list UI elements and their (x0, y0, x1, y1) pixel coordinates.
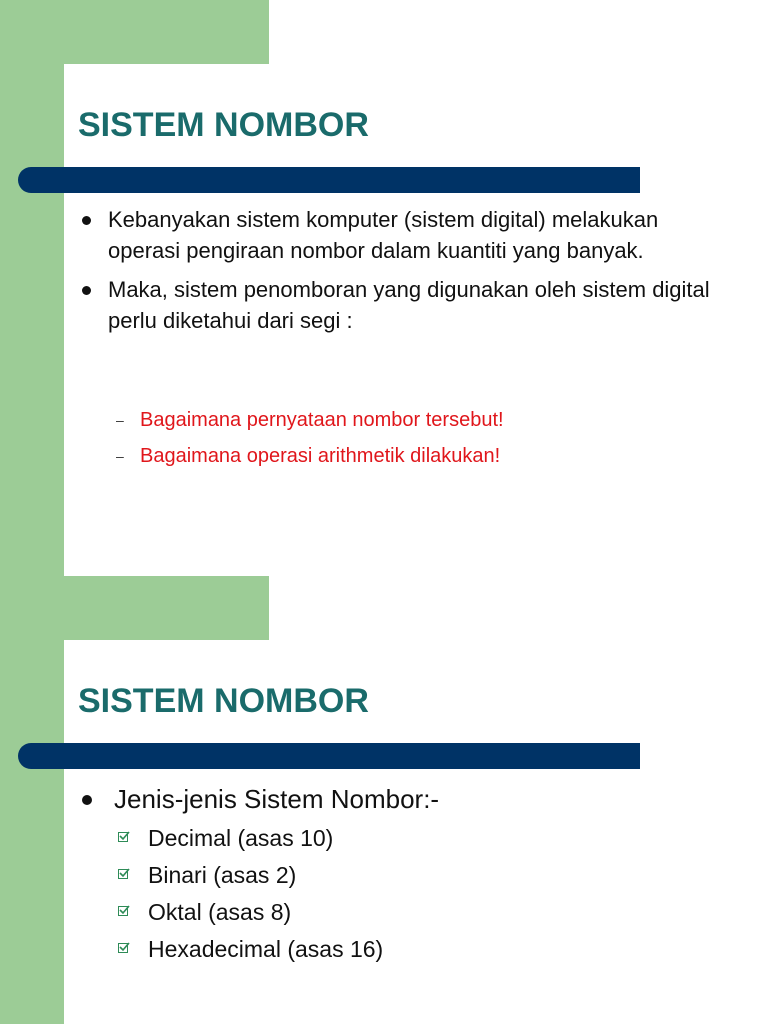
slide-title: SISTEM NOMBOR (78, 106, 369, 144)
sub-bullet-item (118, 857, 383, 894)
green-side-band (0, 576, 64, 1024)
slide-title: SISTEM NOMBOR (78, 682, 369, 720)
sub-bullet-text: Hexadecimal (asas 16) (148, 936, 384, 962)
bullet-list (78, 782, 698, 824)
bullet-text: Maka, sistem penomboran yang digunakan oleh sistem digital perlu diketahui dari segi : (108, 277, 710, 333)
checkbox-check-icon (118, 832, 128, 842)
title-underline-bar (18, 743, 640, 769)
sub-bullet-item (118, 820, 383, 857)
sub-bullet-text: Oktal (asas 8) (148, 899, 292, 925)
sub-bullet-text: Decimal (asas 10) (148, 825, 334, 851)
bullet-item (78, 782, 698, 816)
bullet-list (78, 204, 718, 344)
sub-bullet-text: Binari (asas 2) (148, 862, 297, 888)
sub-bullet-item (118, 894, 383, 931)
green-top-block (0, 0, 269, 64)
sub-bullet-list (116, 402, 504, 474)
green-side-band (0, 0, 64, 576)
sub-bullet-item (116, 402, 504, 438)
dash-icon: – (116, 412, 124, 428)
checkbox-check-icon (118, 943, 128, 953)
bullet-dot-icon (82, 216, 91, 225)
bullet-dot-icon (82, 286, 91, 295)
checkbox-check-icon (118, 869, 128, 879)
sub-bullet-list (118, 820, 383, 968)
slide-2 (0, 576, 768, 1024)
sub-bullet-item (118, 931, 383, 968)
sub-bullet-text: Bagaimana pernyataan nombor tersebut! (140, 409, 504, 431)
bullet-item (78, 204, 718, 266)
title-underline-bar (18, 167, 640, 193)
checkbox-check-icon (118, 906, 128, 916)
bullet-text: Jenis-jenis Sistem Nombor:- (114, 784, 440, 814)
sub-bullet-text: Bagaimana operasi arithmetik dilakukan! (140, 445, 501, 467)
bullet-dot-icon (82, 795, 92, 805)
sub-bullet-item (116, 438, 504, 474)
bullet-item (78, 274, 718, 336)
green-top-block (0, 576, 269, 640)
bullet-text: Kebanyakan sistem komputer (sistem digital) melakukan operasi pengiraan nombor dalam kuantiti yang banyak. (108, 207, 659, 263)
dash-icon: – (116, 448, 124, 464)
